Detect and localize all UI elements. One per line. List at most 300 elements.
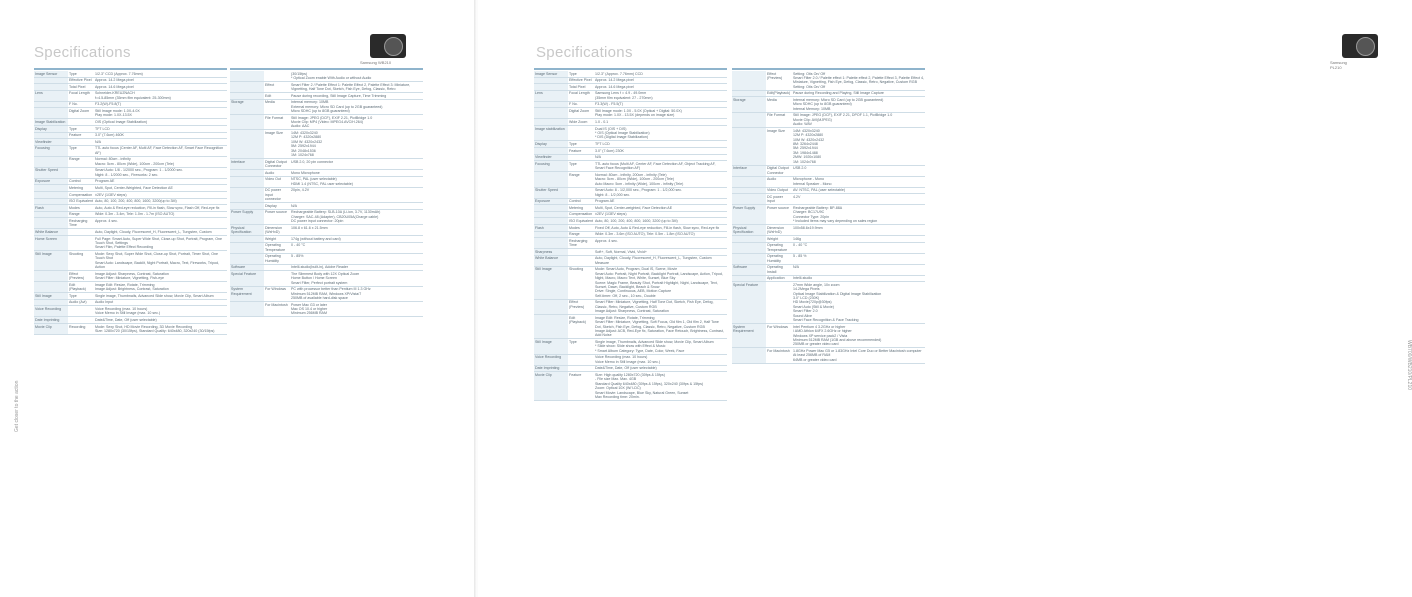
spec-category — [534, 172, 568, 187]
spec-category — [534, 147, 568, 154]
spec-row — [230, 170, 423, 177]
spec-row — [732, 348, 925, 363]
spec-row — [230, 203, 423, 210]
spec-value: Mode: Sexy Shot, Super Wide Shot, Close-up Shot, Portrait, Timer Shot, One Touch Shot Smart Auto: Landscape, Backlit, Night Portrait, Macro, Text, Fireworks, Tripod, Action — [94, 251, 227, 271]
spec-item: Edit (Playback) — [68, 282, 94, 293]
spec-row — [732, 97, 925, 112]
spec-category: Voice Recording — [34, 306, 68, 317]
spec-row — [534, 90, 727, 101]
spec-item: Metering — [68, 185, 94, 192]
spec-value: Approx. 4 sec. — [94, 218, 227, 229]
spec-item — [568, 154, 594, 161]
spec-value: 100x58.6x19.9mm — [792, 225, 925, 236]
spec-item: Edit — [264, 93, 290, 100]
spec-category — [230, 115, 264, 130]
spec-row — [732, 90, 925, 97]
spec-category: Physical Specification — [230, 225, 264, 236]
spec-row — [230, 286, 423, 301]
spec-category: Image stabilization — [534, 125, 568, 140]
spec-row — [534, 224, 727, 231]
spec-value: 20pin, 4.2V — [290, 187, 423, 202]
spec-item: Recharging Time — [68, 218, 94, 229]
spec-value: ±2EV (1/3EV steps) — [94, 191, 227, 198]
spec-category — [230, 242, 264, 253]
spec-table — [34, 71, 227, 334]
spec-item: Shooting — [68, 251, 94, 271]
spec-row — [534, 218, 727, 225]
spec-category: Viewfinder — [534, 154, 568, 161]
spec-item: Type — [568, 339, 594, 354]
spec-value: 1.0 - 0.1 — [594, 119, 727, 126]
spec-table — [534, 71, 727, 401]
spec-value: Approx. 14.2 Mega pixel — [94, 77, 227, 84]
spec-item: Effective Pixel — [68, 77, 94, 84]
spec-row — [230, 82, 423, 93]
spec-row — [732, 194, 925, 205]
spec-row — [732, 128, 925, 165]
spec-value: Still Image mode: 1.0X-4.0X Play mode: 1.0X-13.5X — [94, 108, 227, 119]
spec-category: Exposure — [34, 178, 68, 185]
spec-value: Auto, Auto & Red-eye reduction, Fill-in flash, Slow sync, Flash Off, Red-eye fix — [94, 205, 227, 212]
spec-item — [68, 229, 94, 236]
spec-item: Video Out — [264, 176, 290, 187]
spec-category — [732, 71, 766, 90]
page-title: Specifications — [34, 44, 131, 61]
spec-item: Total Pixel — [68, 84, 94, 91]
spec-item: F No. — [68, 101, 94, 108]
spec-item — [568, 255, 594, 266]
spec-item: Modes — [568, 224, 594, 231]
spec-item: Operating Install — [766, 264, 792, 275]
spec-category — [534, 84, 568, 91]
spec-item — [568, 249, 594, 256]
spec-row — [34, 139, 227, 146]
spec-category — [230, 176, 264, 187]
spec-row — [534, 205, 727, 212]
spec-value: AV: NTSC, PAL (user selectable) — [792, 187, 925, 194]
spec-value: Smart Auto: 1/8 - 1/2000 sec., Program: 1 - 1/2000 sec. Night: 8 - 1/2000 sec., Fireworks: 2 sec. — [94, 167, 227, 178]
spec-category — [34, 132, 68, 139]
spec-value: Date&Time, Date, Off (user selectable) — [594, 365, 727, 372]
spec-item — [68, 317, 94, 324]
spec-category: Home Screen — [34, 235, 68, 250]
spec-row — [230, 253, 423, 264]
spec-item: Effect — [264, 82, 290, 93]
spec-row — [534, 77, 727, 84]
spec-row — [230, 176, 423, 187]
spec-value: 27mm Wide angle, 10x zoom 14.2Mega Pixels Optical Image Stabilization & Digital Image Stabilization 3.0" LCD (230K) HD Movie(720p@30fps) Smart Auto (Still & Movie) Smart Filter 2.0 Sound Alive Smart Face Recognition & Face Tracking — [792, 282, 925, 324]
spec-item: Edit (Playback) — [568, 315, 594, 339]
spec-value: 4.2V — [792, 194, 925, 205]
spec-item: Wide Zoom — [568, 119, 594, 126]
spec-value: TTL auto focus (Multi AF, Center AF, Face Detection AF, Object Tracking AF, Smart Face Recognition AF) — [594, 161, 727, 172]
spec-category — [34, 77, 68, 84]
spec-value: Approx. 14.6 Mega pixel — [94, 84, 227, 91]
spec-row — [732, 176, 925, 187]
spec-row — [34, 198, 227, 205]
spec-value: Size: High quality 1280x720 (30fps & 15fps) - File size Max. Max. 4GB Standard Quality 640x480 (30fps & 15fps), 320x240 (30fps & 15fps) Zoom: Optical 10X (W/ LDC) Smart Movie: Landscape, Blue Sky, Natural Green, Sunset Max Recording time: 20min. — [594, 372, 727, 401]
spec-row — [732, 242, 925, 253]
spec-category — [230, 187, 264, 202]
spec-column-2 — [230, 68, 423, 317]
spec-value: Voice Recording (max. 10 hours) Voice Memo in Still Image (max. 10 sec.) — [94, 306, 227, 317]
spec-category — [34, 198, 68, 205]
spec-category — [230, 93, 264, 100]
spec-item: Operating Humidity — [766, 253, 792, 264]
spec-item — [568, 354, 594, 365]
spec-item: Type — [568, 161, 594, 172]
spec-row — [230, 159, 423, 170]
spec-item — [264, 71, 290, 82]
spec-item: Application — [766, 275, 792, 282]
spec-row — [34, 167, 227, 178]
spec-category — [34, 282, 68, 293]
spec-value: 3.0" (7.6cm) 230K — [594, 147, 727, 154]
spec-category: Voice Recording — [534, 354, 568, 365]
spec-value: Auto, Daylight, Cloudy, Fluorescent_H, Fluorescent_L, Tungsten, Custom — [94, 229, 227, 236]
spec-item: Type — [68, 125, 94, 132]
spec-category: Lens — [534, 90, 568, 101]
spec-row — [534, 372, 727, 401]
spec-item: Metering — [568, 205, 594, 212]
spec-value: Approx. 14.2 Mega pixel — [594, 77, 727, 84]
spec-row — [534, 255, 727, 266]
spec-category — [534, 211, 568, 218]
spec-category — [34, 101, 68, 108]
spec-value: Auto, 80, 100, 200, 400, 800, 1600, 3200(up to 3M) — [94, 198, 227, 205]
spec-item: Media — [264, 99, 290, 114]
spec-row — [534, 211, 727, 218]
spec-value: Still Image mode: 1.0X - 5.0X (Optical + Digital: 50.0X) Play mode: 1.0X - 13.5X (depends on image size) — [594, 108, 727, 119]
spec-row — [732, 71, 925, 90]
spec-row — [534, 339, 727, 354]
spec-category — [534, 119, 568, 126]
spec-category: Storage — [230, 99, 264, 114]
model-name: Samsung PL210 — [1330, 60, 1347, 70]
spec-value: (30/15fps) * Optical Zoom enable With Audio or without Audio — [290, 71, 423, 82]
spec-value: Image Edit: Resize, Rotate, Trimming Image Adjust: Brightness, Contrast, Saturation — [94, 282, 227, 293]
spec-category: Flash — [534, 224, 568, 231]
spec-item: Shooting — [568, 266, 594, 299]
spec-value: Mode: Smart Auto, Program, Dual IS, Scene, Movie Smart Auto: Portrait, Night Portrait, Backlight Portrait, Landscape, Action, Tripod, Night, Macro, Macro Text, White, Sunset, Blue Sky Scene: Magic Frame, Beauty Shot, Portrait Highlight, Night, Landscape, Text, Sunset, Dawn, Backlight, Beach & Snow Drive: Single, Continuous, AEB, Motion Capture Self-timer: Off, 2 sec., 10 sec., Double — [594, 266, 727, 299]
spec-category — [732, 128, 766, 165]
spec-value: Single image, Thumbnails, Advanced Slide show, Movie Clip, Smart Album — [94, 293, 227, 300]
spec-item: Edit(Playback) — [767, 91, 791, 96]
spec-value: 0 - 40 °C — [290, 242, 423, 253]
spec-item: Total Pixel — [568, 84, 594, 91]
spec-category — [230, 302, 264, 317]
spec-category: Software — [732, 264, 766, 275]
spec-item — [568, 125, 594, 140]
spec-category — [230, 253, 264, 264]
spec-item: Media — [766, 97, 792, 112]
right-page — [478, 0, 1412, 597]
spec-row — [534, 161, 727, 172]
camera-icon — [370, 34, 406, 58]
spec-item: Focal Length — [568, 90, 594, 101]
spec-item: File Format — [766, 112, 792, 127]
spec-category: White Balance — [534, 255, 568, 266]
spec-value: F3.2(W)-F5.8(T) — [94, 101, 227, 108]
spec-row — [534, 231, 727, 238]
spec-value: Wide: 0.3m - 3.4m, Tele: 1.0m - 1.7m (ISO AUTO) — [94, 211, 227, 218]
spec-category — [732, 194, 766, 205]
spec-item: Control — [568, 198, 594, 205]
spec-value: Image Adjust: Sharpness, Contrast, Saturation Smart Filter: Miniature, Vignetting, Fish-eye — [94, 271, 227, 282]
spec-row — [34, 293, 227, 300]
spec-row — [534, 172, 727, 187]
spec-row — [34, 317, 227, 324]
spec-item: Power source — [264, 209, 290, 224]
spec-row — [34, 108, 227, 119]
side-caption: Get closer to the action — [14, 380, 20, 432]
spec-category: System Requirement — [732, 324, 766, 348]
spec-column-1 — [34, 68, 227, 335]
spec-category — [732, 253, 766, 264]
spec-value: Audio Input — [94, 299, 227, 306]
spec-category: Power Supply — [230, 209, 264, 224]
spec-value: Still Image: JPEG (DCF), EXIF 2.21, PictBridge 1.0 Movie Clip: MP4 (Video: MPEG4.AVC/H.264) Audio: AAC — [290, 115, 423, 130]
spec-item: Digital Output Connector — [766, 165, 792, 176]
spec-row — [230, 242, 423, 253]
spec-value: Rechargeable Battery: BP-88A Charger: BC17U9C Connector Type: 20pin * Included items may vary depending on sales region — [792, 205, 925, 225]
spec-category: Image Sensor — [34, 71, 68, 77]
model-name: Samsung WB210 — [360, 60, 392, 65]
spec-category: Storage — [732, 97, 766, 112]
spec-value: 1/2.3" CCD (Approx. 7.76mm) — [94, 71, 227, 77]
spec-row — [34, 101, 227, 108]
spec-row — [230, 99, 423, 114]
spec-value: N/A — [94, 139, 227, 146]
camera-icon — [1342, 34, 1378, 58]
spec-category — [534, 205, 568, 212]
spec-category: Image Sensor — [534, 71, 568, 77]
spec-item: For Windows — [766, 324, 792, 348]
spec-category: Display — [534, 141, 568, 148]
spec-item: Dimension (WxHxD) — [264, 225, 290, 236]
spec-row — [534, 266, 727, 299]
spec-row — [34, 90, 227, 101]
spec-row — [34, 211, 227, 218]
spec-category — [230, 170, 264, 177]
spec-value: OIS (Optical Image Stabilization) — [94, 119, 227, 126]
spec-category: Movie Clip — [34, 323, 68, 334]
spec-category — [732, 242, 766, 253]
spec-row — [34, 251, 227, 271]
spec-row — [732, 165, 925, 176]
spec-item: Weight — [264, 236, 290, 243]
spec-value: Normal: 80cm - infinity Macro: 5cm - 80cm (Wide), 100cm - 200cm (Tele) — [94, 156, 227, 167]
spec-category: Physical Specification — [732, 225, 766, 236]
spec-item: For Windows — [264, 286, 290, 301]
spec-row — [534, 299, 727, 314]
spec-row — [534, 154, 727, 161]
spec-item: Display — [264, 203, 290, 210]
spec-column-1 — [534, 68, 727, 401]
spec-category: Still Image — [534, 339, 568, 354]
spec-value: Full Page: Smart Auto, Super Wide Shot, Close-up Shot, Portrait, Program, One Touch Shot, Settings Smart Film, Palette Effect Recording — [94, 235, 227, 250]
spec-category: Date Imprinting — [34, 317, 68, 324]
spec-value: Microphone - Mono Internal Speaker - Mono — [792, 176, 925, 187]
spec-category: Still Image — [534, 266, 568, 299]
spec-category: Shutter Speed — [34, 167, 68, 178]
spec-category — [34, 211, 68, 218]
spec-value: USB 2.0, 20 pin connector — [290, 159, 423, 170]
spec-row — [230, 236, 423, 243]
spec-category — [34, 218, 68, 229]
spec-table — [230, 71, 423, 317]
spec-row — [34, 125, 227, 132]
spec-row — [230, 93, 423, 100]
spec-row — [732, 253, 925, 264]
spec-value: PC with processor better than Pentium III 1.3 GHz Minimum 512MB RAM, Windows XP/Vista/7 250MB of available hard-disk space — [290, 286, 423, 301]
spec-item: Operating Temperature — [766, 242, 792, 253]
spec-row — [534, 354, 727, 365]
spec-item: Digital Zoom — [568, 108, 594, 119]
spec-row — [230, 225, 423, 236]
spec-category — [732, 112, 766, 127]
spec-item: Effect (Preview) — [68, 271, 94, 282]
spec-category — [34, 156, 68, 167]
spec-category: Software — [230, 264, 264, 271]
spec-category: Movie Clip — [534, 372, 568, 401]
spec-row — [34, 271, 227, 282]
spec-category — [534, 315, 568, 339]
spec-category: Focusing — [534, 161, 568, 172]
spec-row — [230, 302, 423, 317]
spec-value: TFT LCD — [594, 141, 727, 148]
spec-value: 106.8 x 61.6 x 21.5mm — [290, 225, 423, 236]
spec-category — [230, 82, 264, 93]
spec-category — [732, 236, 766, 243]
spec-item: Feature — [68, 132, 94, 139]
spec-row — [534, 315, 727, 339]
spec-row — [534, 84, 727, 91]
spec-item: Audio (Avi) — [68, 299, 94, 306]
spec-category: Focusing — [34, 145, 68, 156]
spec-category — [732, 176, 766, 187]
spec-column-2 — [732, 68, 925, 364]
spec-row — [34, 156, 227, 167]
spec-row — [732, 324, 925, 348]
spec-value: Power Mac G3 or later Mac OS 10.4 or higher Minimum 256MB RAM — [290, 302, 423, 317]
spec-item: ISO Equivalent — [569, 218, 593, 223]
spec-value: 1/2.3" (Approx. 7.76mm) CCD — [594, 71, 727, 77]
spec-category: System Requirement — [230, 286, 264, 301]
spec-item: Power source — [766, 205, 792, 225]
spec-category — [230, 130, 264, 159]
spec-row — [230, 264, 423, 271]
spec-item: Operating Temperature — [264, 242, 290, 253]
spec-row — [34, 185, 227, 192]
spec-item — [264, 271, 290, 286]
spec-value: Date&Time, Date, Off (user selectable) — [94, 317, 227, 324]
spec-item: Recharging Time — [568, 238, 594, 249]
spec-row — [230, 187, 423, 202]
spec-row — [534, 198, 727, 205]
spec-category — [34, 191, 68, 198]
spec-row — [230, 115, 423, 130]
spec-row — [534, 119, 727, 126]
spec-value: Program AE — [94, 178, 227, 185]
spec-value: Intel Pentium 4 3.2GHz or higher / AMD Athlon 64FX 2.6GHz or higher Windows XP service pack2 / Vista Minimum 512MB RAM (1GB and above recommended) 250MB or greater video card — [792, 324, 925, 348]
spec-value: Pause during Recording and Playing, Still Image Capture — [792, 90, 925, 97]
spec-item: Type — [68, 71, 94, 77]
spec-item: File Format — [264, 115, 290, 130]
spec-item: Range — [568, 231, 594, 238]
spec-category: Interface — [732, 165, 766, 176]
spec-item: Type — [568, 141, 594, 148]
spec-row — [534, 249, 727, 256]
spec-row — [34, 77, 227, 84]
spec-item — [766, 282, 792, 324]
spec-item: Control — [68, 178, 94, 185]
spec-row — [534, 147, 727, 154]
spec-value: TTL auto focus (Center AF, Multi AF, Face Detection AF, Smart Face Recognition AF) — [94, 145, 227, 156]
spec-category — [732, 275, 766, 282]
spec-row — [534, 238, 727, 249]
spec-value: Internal memory: 10MB External memory: Micro SD Card (up to 2GB guaranteed) Micro SDHC (up to 8GB guaranteed) — [290, 99, 423, 114]
page-title: Specifications — [536, 44, 633, 61]
spec-row — [732, 112, 925, 127]
spec-row — [732, 236, 925, 243]
spec-row — [34, 145, 227, 156]
spec-value: Approx. 14.6 Mega pixel — [594, 84, 727, 91]
spec-category: Special Feature — [732, 282, 766, 324]
spec-value: Voice Recording (max. 10 hours) Voice Memo in Still Image (max. 10 sec.) — [594, 354, 727, 365]
spec-value: Internal memory: Micro SD Card (up to 2GB guaranteed) Micro SDHC (up to 8GB guaranteed) Internal Memory: 10MB — [792, 97, 925, 112]
spec-value: Image Edit: Resize, Rotate, Trimming Smart Filter: Miniature, Vignetting, Soft Focus, Old film 1, Old film 2, Half Tone Dot, Sketch, Fish Eye, Defog, Classic, Retro, Negative, Custom RGB Image Adjust: ACB, Red-Eye fix, Saturation, Face Retouch, Brightness, Contrast, Add Noise — [594, 315, 727, 339]
spec-row — [34, 323, 227, 334]
spec-value: 14M: 4320x3240 12M P: 4320x2880 10M W: 4320x2432 8M: 3264x2448 5M: 2592x1944 3M: 1984x1488 2MW: 1920x1080 1M: 1024x768 — [792, 128, 925, 165]
spec-row — [732, 282, 925, 324]
spec-category: Image Stabilization — [34, 119, 68, 126]
spec-value: Samsung Lens f = 4.9 - 49.0mm (35mm film equivalent: 27 - 270mm) — [594, 90, 727, 101]
spec-value: Program AE — [594, 198, 727, 205]
spec-item: Range — [68, 211, 94, 218]
spec-item: Effective Pixel — [568, 77, 594, 84]
spec-category — [534, 218, 568, 225]
spec-value: 146g — [792, 236, 925, 243]
spec-category: Shutter Speed — [534, 187, 568, 198]
spec-row — [34, 84, 227, 91]
spec-row — [534, 187, 727, 198]
spec-category: Still Image — [34, 251, 68, 271]
spec-category: Exposure — [534, 198, 568, 205]
spec-item: Operating Humidity — [264, 253, 290, 264]
spec-category — [230, 71, 264, 82]
spec-item: Compensation — [569, 212, 593, 217]
spec-category: White Balance — [34, 229, 68, 236]
spec-item: ISO Equivalent — [69, 199, 93, 204]
spec-item: Recording — [68, 323, 94, 334]
spec-row — [230, 71, 423, 82]
spec-value: 14M: 4320x3240 12M P: 4320x2880 10M W: 4320x2432 5M: 2592x1944 3M: 2048x1536 1M: 1024x768 — [290, 130, 423, 159]
spec-category: Sharpness — [534, 249, 568, 256]
spec-value: 5 - 85% — [290, 253, 423, 264]
spec-item — [568, 187, 594, 198]
spec-value: Soft+, Soft, Normal, Vivid, Vivid+ — [594, 249, 727, 256]
spec-category — [34, 271, 68, 282]
spec-row — [34, 299, 227, 306]
spec-category: Flash — [34, 205, 68, 212]
spec-item: Modes — [68, 205, 94, 212]
spec-value: N/A — [792, 264, 925, 275]
spec-category — [34, 185, 68, 192]
spec-value: Intelli-studio(built-in), Adobe Reader — [290, 264, 423, 271]
spec-value: Mono Microphone — [290, 170, 423, 177]
spec-item: Feature — [568, 147, 594, 154]
